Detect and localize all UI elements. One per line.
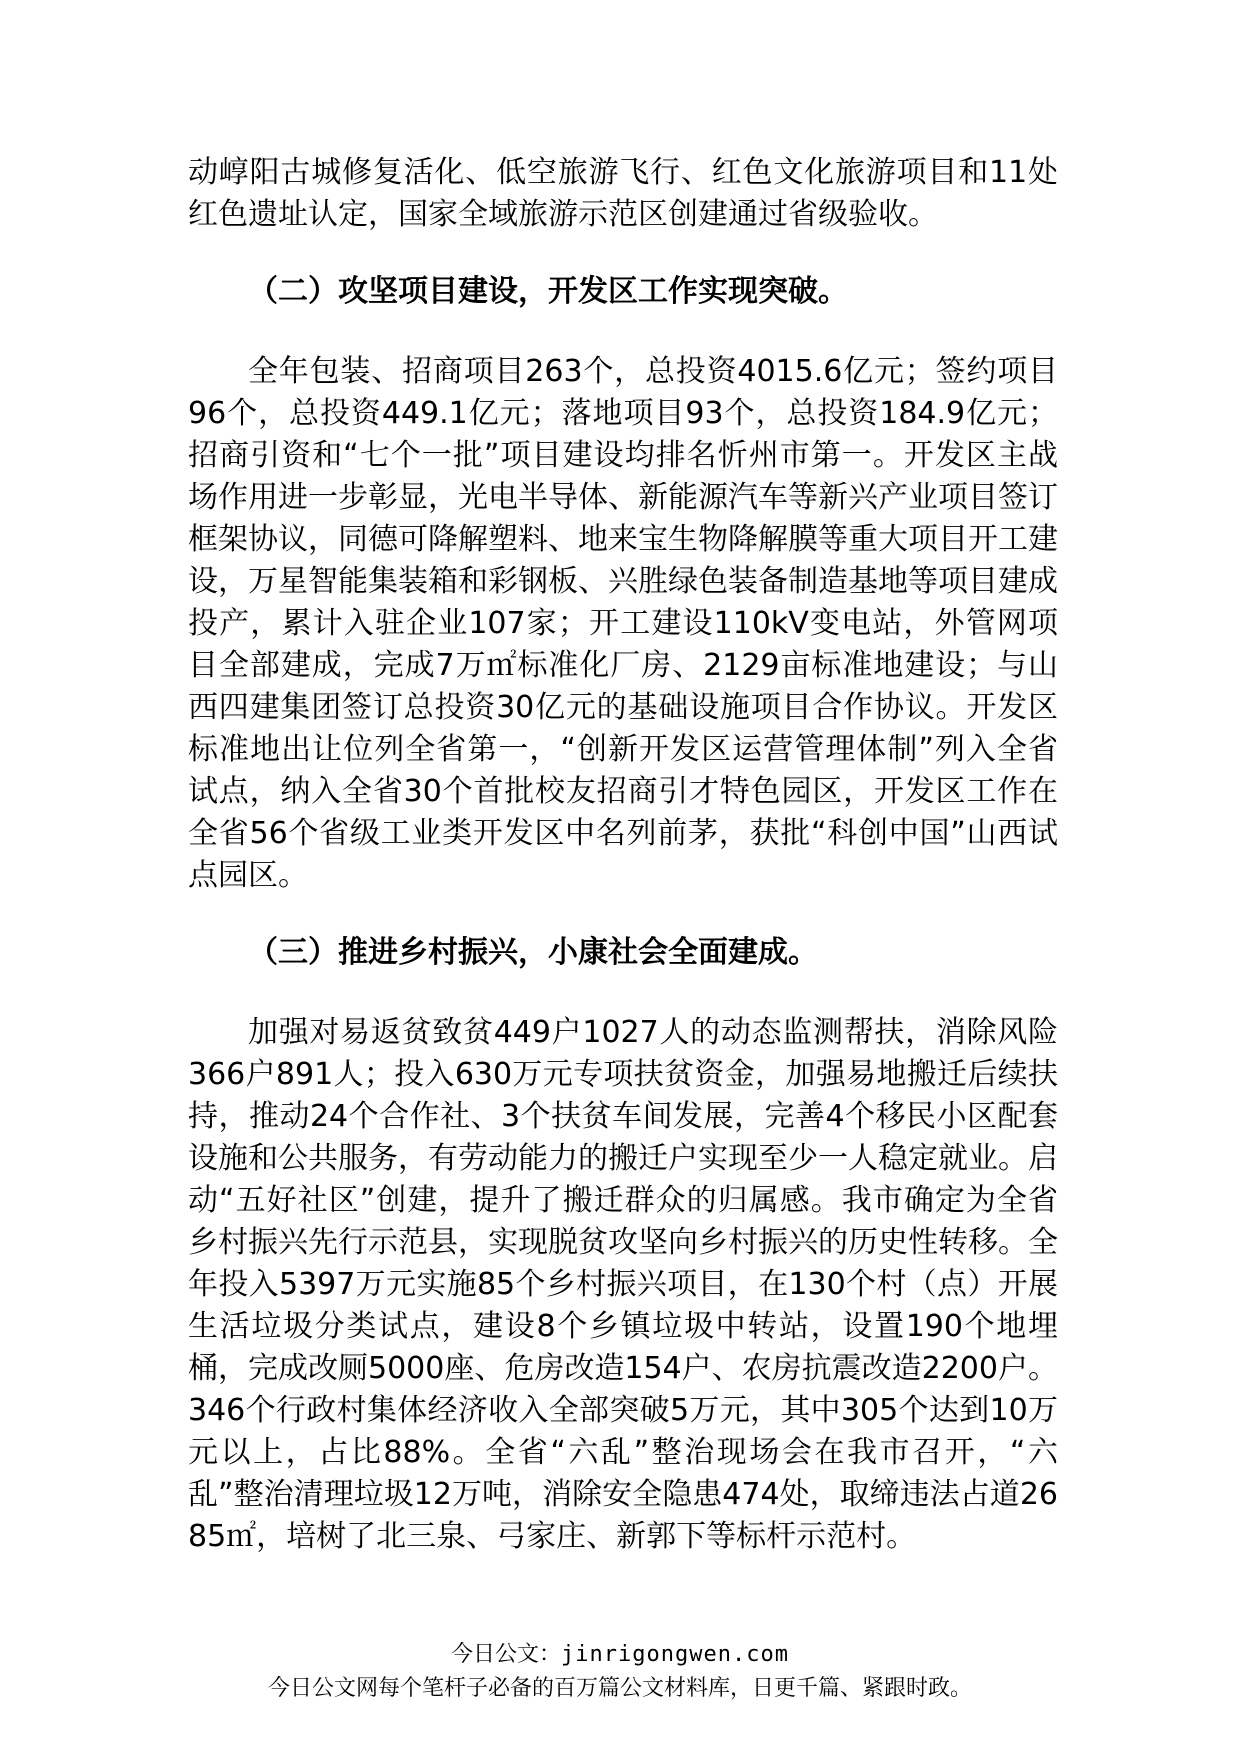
paragraph-investment-projects: 全年包装、招商项目263个，总投资4015.6亿元；签约项目96个，总投资449.1亿元；落地项目93个，总投资184.9亿元；招商引资和“七个一批”项目建设均排名忻州市第一。开发区主战场作用进一步彰显，光电半导体、新能源汽车等新兴产业项目签订框架协议，同德可降解塑料、地来宝生物降解膜等重大项目开工建设，万星智能集装箱和彩钢板、兴胜绿色装备制造基地等项目建成投产，累计入驻企业107家；开工建设110kV变电站，外管网项目全部建成，完成7万㎡标准化厂房、2129亩标准地建设；与山西四建集团签订总投资30亿元的基础设施项目合作协议。开发区标准地出让位列全省第一，“创新开发区运营管理体制”列入全省试点，纳入全省30个首批校友招商引才特色园区，开发区工作在全省56个省级工业类开发区中名列前茅，获批“科创中国”山西试点园区。 [188,354,1058,893]
paragraph-tourism-continued: 动崞阳古城修复活化、低空旅游飞行、红色文化旅游项目和11处红色遗址认定，国家全域旅游示范区创建通过省级验收。 [188,155,1058,232]
footer-label: 今日公文： [451,1642,562,1667]
paragraph-poverty-alleviation: 加强对易返贫致贫449户1027人的动态监测帮扶，消除风险366户891人；投入630万元专项扶贫资金，加强易地搬迁后续扶持，推动24个合作社、3个扶贫车间发展，完善4个移民小区配套设施和公共服务，有劳动能力的搬迁户实现至少一人稳定就业。启动“五好社区”创建，提升了搬迁群众的归属感。我市确定为全省乡村振兴先行示范县，实现脱贫攻坚向乡村振兴的历史性转移。全年投入5397万元实施85个乡村振兴项目，在130个村（点）开展生活垃圾分类试点，建设8个乡镇垃圾中转站，设置190个地埋桶，完成改厕5000座、危房改造154户、农房抗震改造2200户。346个行政村集体经济收入全部突破5万元，其中305个达到10万元以上，占比88%。全省“六乱”整治现场会在我市召开，“六乱”整治清理垃圾12万吨，消除安全隐患474处，取缔违法占道2685㎡，培树了北三泉、弓家庄、新郭下等标杆示范村。 [188,1015,1058,1554]
footer-url-link[interactable]: jinrigongwen.com [561,1642,789,1667]
document-body [188,152,1058,1558]
section-heading-rural-revitalization: （三）推进乡村振兴，小康社会全面建成。 [248,935,818,970]
footer-slogan: 今日公文网每个笔杆子必备的百万篇公文材料库，日更千篇、紧跟时政。 [267,1676,972,1701]
footer-source [0,1640,1240,1670]
section-heading-project-construction: （二）攻坚项目建设，开发区工作实现突破。 [248,274,848,309]
